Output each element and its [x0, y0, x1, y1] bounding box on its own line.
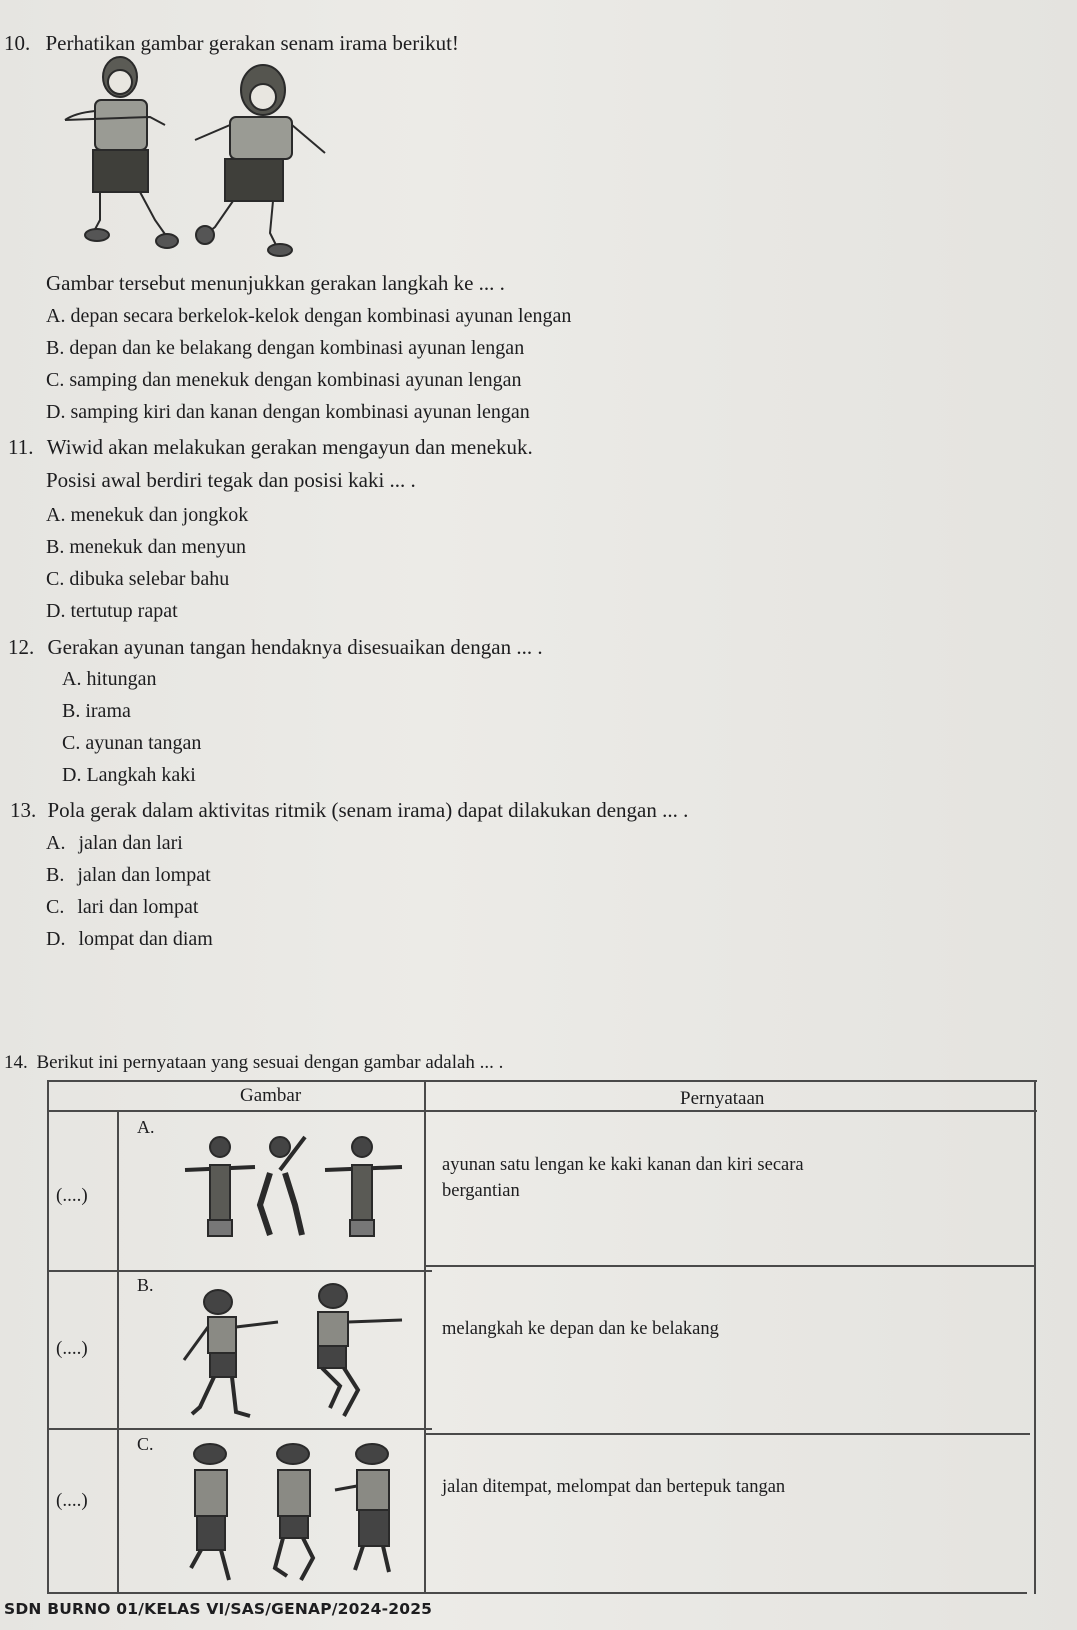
row-b-letter: B. — [137, 1275, 154, 1295]
q11-option-a-letter: A. — [46, 504, 66, 526]
q12-option-c — [62, 730, 201, 756]
q10-child-right — [195, 65, 325, 256]
q11-text: Wiwid akan melakukan gerakan mengayun dan menekuk. — [46, 435, 533, 459]
q11-option-a — [46, 502, 248, 528]
q14-text: Berikut ini pernyataan yang sesuai dengan gambar adalah ... . — [36, 1052, 504, 1073]
q10-illustration — [55, 55, 345, 270]
q13-option-d-text: lompat dan diam — [78, 928, 213, 950]
q11-heading — [8, 434, 533, 460]
q13-option-a-text: jalan dan lari — [78, 832, 183, 854]
row-b-illustration — [170, 1282, 410, 1422]
q12-number: 12. — [8, 635, 35, 659]
table-row1-border-left — [47, 1270, 432, 1272]
table-row2-border-right — [425, 1433, 1030, 1435]
row-a-answer-blank[interactable]: (....) — [56, 1185, 88, 1206]
q11-option-c — [46, 566, 229, 592]
q10-option-a — [46, 303, 571, 329]
q10-option-c-letter: C. — [46, 369, 65, 391]
q10-option-c-text: samping dan menekuk dengan kombinasi ayunan lengan — [69, 369, 522, 391]
q13-option-d-letter: D. — [46, 928, 66, 950]
q11-option-b-letter: B. — [46, 536, 65, 558]
q10-option-c — [46, 367, 521, 393]
q11-option-b-text: menekuk dan menyun — [69, 536, 246, 558]
q13-option-c-text: lari dan lompat — [77, 896, 199, 918]
q11-option-b — [46, 534, 246, 560]
q10-text: Perhatikan gambar gerakan senam irama berikut! — [45, 31, 459, 55]
q13-option-d — [46, 926, 213, 952]
q13-option-c-letter: C. — [46, 896, 65, 918]
row-b-statement: melangkah ke depan dan ke belakang — [442, 1319, 719, 1339]
q10-heading — [4, 30, 459, 56]
table-left-border — [47, 1080, 49, 1594]
row-a-statement-line2: bergantian — [442, 1181, 520, 1201]
q13-option-a — [46, 830, 183, 856]
q11-option-c-text: dibuka selebar bahu — [69, 568, 230, 590]
row-a-illustration — [170, 1125, 410, 1255]
q10-stem: Gambar tersebut menunjukkan gerakan langkah ke ... . — [46, 271, 505, 295]
q13-option-b — [46, 862, 211, 888]
q10-option-b-letter: B. — [46, 337, 65, 359]
table-right-border — [1034, 1080, 1036, 1594]
row-c-letter: C. — [137, 1434, 154, 1454]
table-bottom-border — [47, 1592, 1027, 1594]
q13-text: Pola gerak dalam aktivitas ritmik (senam irama) dapat dilakukan dengan ... . — [47, 798, 689, 822]
q11-option-a-text: menekuk dan jongkok — [70, 504, 249, 526]
q10-option-a-letter: A. — [46, 305, 66, 327]
q10-option-d-text: samping kiri dan kanan dengan kombinasi ayunan lengan — [70, 401, 530, 423]
table-header-border — [47, 1110, 1037, 1112]
q10-option-b-text: depan dan ke belakang dengan kombinasi ayunan lengan — [69, 337, 525, 359]
row-c-answer-blank[interactable]: (....) — [56, 1490, 88, 1511]
q12-option-d-text: Langkah kaki — [86, 764, 196, 786]
q11-number: 11. — [8, 435, 34, 459]
table-inner-border — [117, 1110, 119, 1594]
table-row2-border-left — [47, 1428, 432, 1430]
q10-option-d — [46, 399, 530, 425]
q12-option-b-letter: B. — [62, 700, 81, 722]
q13-option-c — [46, 894, 198, 920]
q10-option-a-text: depan secara berkelok-kelok dengan kombinasi ayunan lengan — [70, 305, 572, 327]
q11-option-d — [46, 598, 178, 624]
q12-option-a-letter: A. — [62, 668, 82, 690]
q12-option-b — [62, 698, 131, 724]
table-header-pernyataan: Pernyataan — [680, 1088, 765, 1109]
q13-number: 13. — [10, 798, 37, 822]
q12-text: Gerakan ayunan tangan hendaknya disesuaikan dengan ... . — [47, 635, 543, 659]
row-c-statement: jalan ditempat, melompat dan bertepuk tangan — [442, 1477, 786, 1497]
q13-option-b-letter: B. — [46, 864, 65, 886]
q12-option-c-text: ayunan tangan — [85, 732, 202, 754]
q12-option-d-letter: D. — [62, 764, 82, 786]
table-middle-border — [424, 1080, 426, 1594]
q10-option-b — [46, 335, 524, 361]
q12-option-b-text: irama — [85, 700, 131, 722]
q14-heading — [4, 1050, 503, 1076]
q10-number: 10. — [4, 31, 31, 55]
row-b-answer-blank[interactable]: (....) — [56, 1338, 88, 1359]
q13-heading — [10, 797, 688, 823]
row-a-statement-line1: ayunan satu lengan ke kaki kanan dan kiri secara — [442, 1155, 804, 1175]
row-a-letter: A. — [137, 1117, 155, 1137]
q13-option-a-letter: A. — [46, 832, 66, 854]
q13-option-b-text: jalan dan lompat — [77, 864, 211, 886]
q11-option-c-letter: C. — [46, 568, 65, 590]
table-header-gambar: Gambar — [240, 1085, 302, 1106]
q12-option-a-text: hitungan — [86, 668, 157, 690]
page-footer: SDN BURNO 01/KELAS VI/SAS/GENAP/2024-2025 — [4, 1600, 433, 1618]
q11-option-d-text: tertutup rapat — [70, 600, 178, 622]
q12-option-d — [62, 762, 196, 788]
q12-heading — [8, 634, 543, 660]
q14-number: 14. — [4, 1052, 28, 1073]
q12-option-a — [62, 666, 156, 692]
q11-option-d-letter: D. — [46, 600, 66, 622]
table-row1-border-right — [425, 1265, 1035, 1267]
q12-option-c-letter: C. — [62, 732, 81, 754]
table-top-border — [47, 1080, 1037, 1082]
row-c-illustration — [175, 1440, 415, 1585]
q10-option-d-letter: D. — [46, 401, 66, 423]
q11-text2: Posisi awal berdiri tegak dan posisi kaki ... . — [46, 468, 416, 492]
q10-child-left — [65, 57, 178, 248]
